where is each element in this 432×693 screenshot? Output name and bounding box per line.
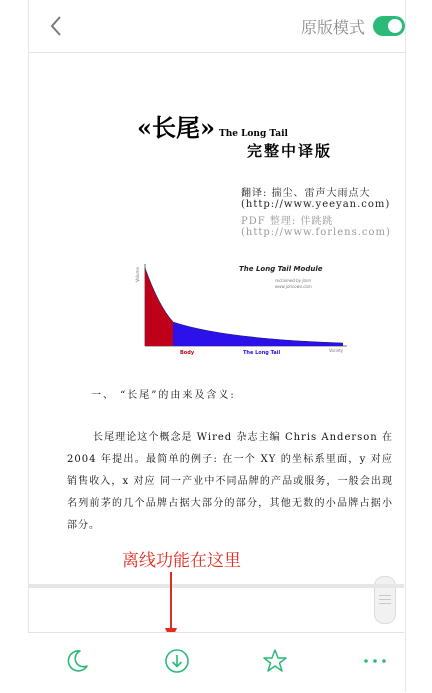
figure-subtitle-2: www.joncows.com <box>275 284 312 289</box>
page-separator <box>28 584 404 588</box>
section-heading: 一、 “长尾”的由来及含义: <box>91 390 236 401</box>
document-title <box>137 108 288 143</box>
original-mode-toggle[interactable] <box>373 16 405 36</box>
figure-x-axis-label: Variety <box>329 348 344 353</box>
credit-translator: 翻译: 揣尘、雷声大雨点大 <box>241 188 371 199</box>
long-tail-curve <box>133 260 353 360</box>
credit-pdf-url: (http://www.forlens.com) <box>241 227 391 238</box>
body-paragraph: 长尾理论这个概念是 Wired 杂志主编 Chris Anderson 在 2004 年提出。最简单的例子: 在一个 XY 的坐标系里面，y 对应销售收入，x 对应 同一产业中不同品牌的产品或服务，一般会出现名列前茅的几个品牌占据大部分的部分，其他无数的小品牌占据小部分。 <box>67 432 393 531</box>
figure-head-label: Body <box>180 350 195 356</box>
original-mode-label: 原版模式 <box>300 18 365 37</box>
document-subtitle: 完整中译版 <box>247 142 333 160</box>
figure-tail-label: The Long Tail <box>243 350 281 356</box>
figure-y-axis-label: Volume <box>135 267 140 282</box>
credit-pdf: PDF 整理: 伴跳跳 <box>241 216 334 227</box>
document-title-en: The Long Tail <box>219 129 288 139</box>
top-bar <box>29 0 405 53</box>
offline-annotation-text: 离线功能在这里 <box>122 551 241 571</box>
app-frame <box>28 0 406 692</box>
download-icon[interactable] <box>163 647 191 675</box>
star-icon[interactable] <box>261 647 289 675</box>
long-tail-figure <box>133 260 353 360</box>
figure-subtitle-1: reclaimed by Jonn <box>275 278 312 283</box>
credit-translator-url: (http://www.yeeyan.com) <box>241 199 391 210</box>
toggle-knob <box>388 19 402 33</box>
more-icon[interactable] <box>361 647 389 675</box>
moon-icon[interactable] <box>63 647 91 675</box>
figure-title: The Long Tail Module <box>239 265 323 273</box>
bottom-toolbar <box>28 632 404 693</box>
document-title-cn: «长尾» <box>137 113 215 142</box>
back-button[interactable] <box>43 12 71 40</box>
